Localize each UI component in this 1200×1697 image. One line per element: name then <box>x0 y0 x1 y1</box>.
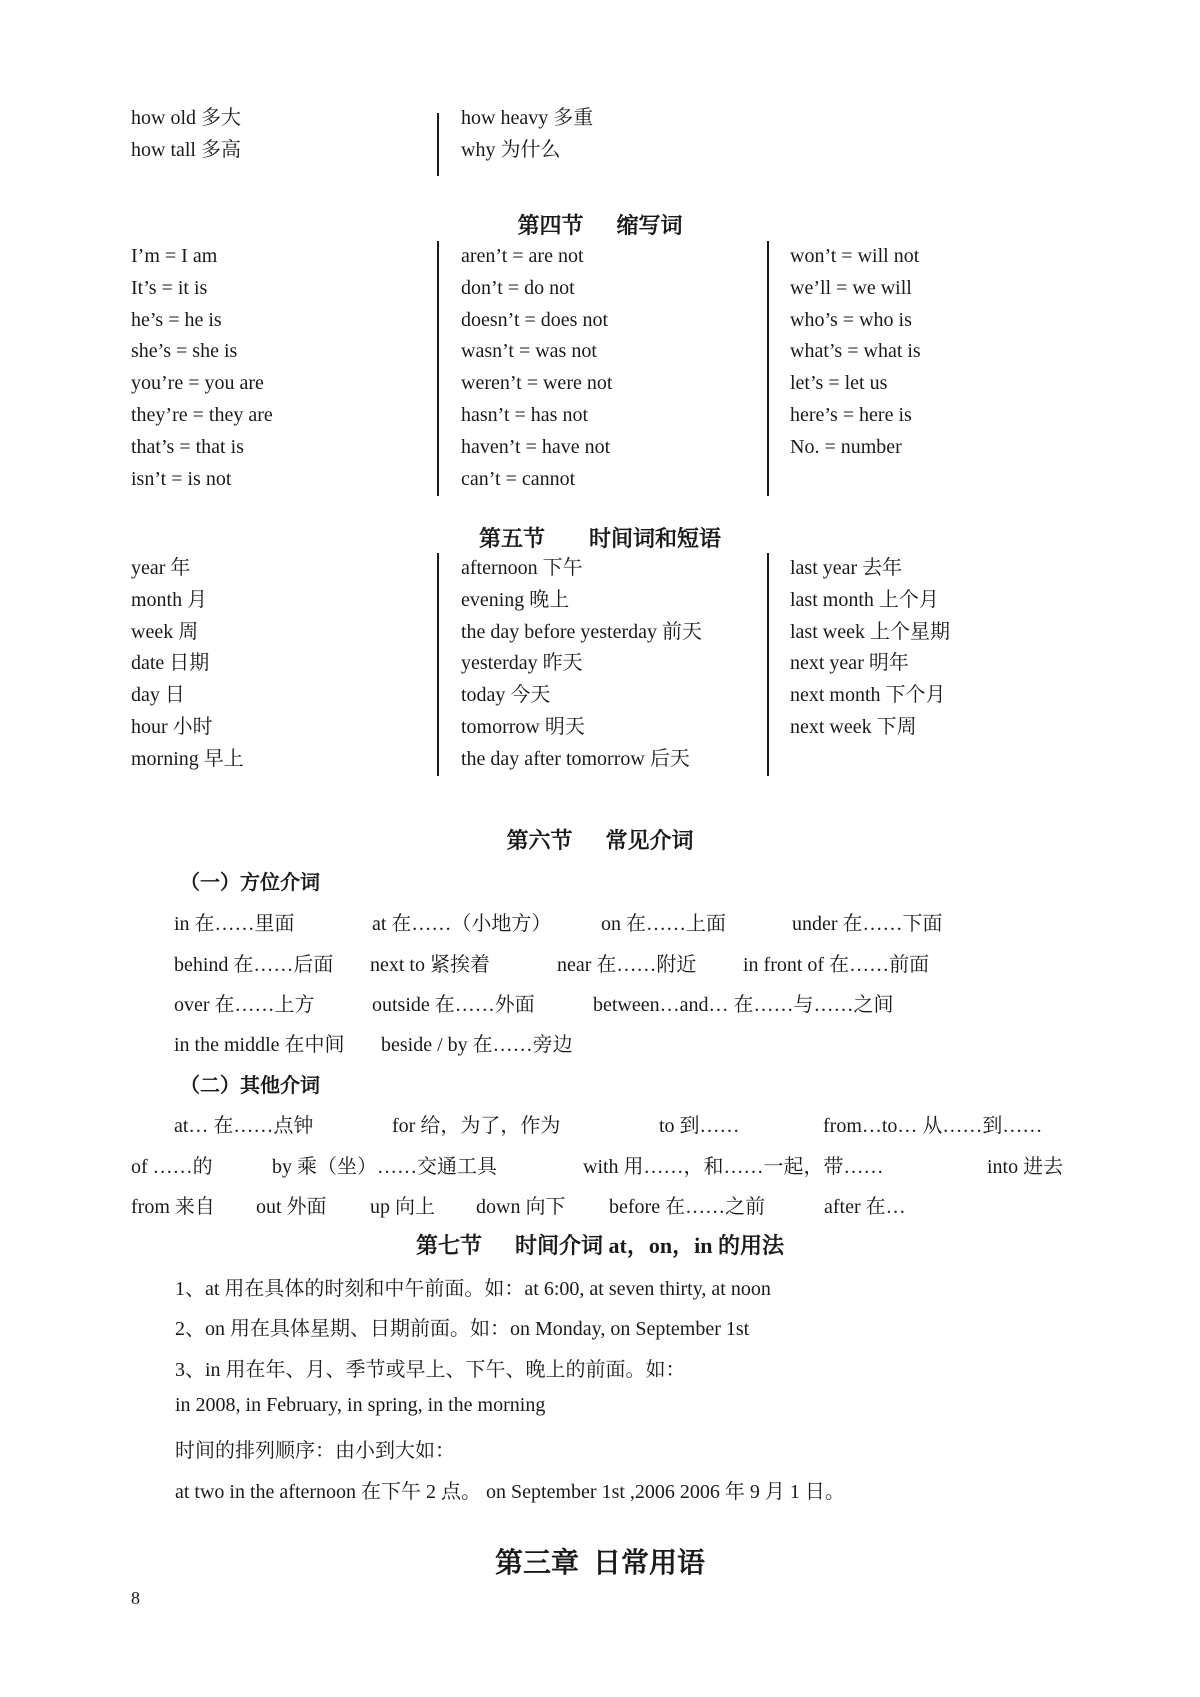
list-item: today 今天 <box>461 684 551 707</box>
list-item: last year 去年 <box>790 557 903 579</box>
list-item: won’t = will not <box>790 245 920 267</box>
prep-item: at… 在……点钟 <box>174 1115 314 1137</box>
prep-item: near 在……附近 <box>557 954 697 976</box>
list-item: can’t = cannot <box>461 467 576 490</box>
list-item: afternoon 下午 <box>461 557 583 579</box>
list-item: hasn’t = has not <box>461 403 589 426</box>
prep-item: between…and… 在……与……之间 <box>593 994 894 1016</box>
list-item: last month 上个月 <box>790 588 939 611</box>
list-item: tomorrow 明天 <box>461 715 585 738</box>
list-item: how heavy 多重 <box>461 107 594 129</box>
column-divider <box>437 113 439 176</box>
list-item: why 为什么 <box>461 138 561 161</box>
prep-item: on 在……上面 <box>601 913 726 935</box>
list-item: the day before yesterday 前天 <box>461 620 703 643</box>
section6-title: 第六节 常见介词 <box>506 828 694 853</box>
section7-title: 第七节 时间介词 at，on，in 的用法 <box>416 1233 784 1258</box>
list-item: how old 多大 <box>131 107 241 129</box>
list-item: they’re = they are <box>131 403 273 426</box>
usage-line: 1、at 用在具体的时刻和中午前面。如：at 6:00, at seven thirty, at noon <box>175 1278 771 1300</box>
prep-row <box>0 907 1200 937</box>
list-item: next week 下周 <box>790 715 917 738</box>
page-number: 8 <box>131 1588 140 1608</box>
list-item: yesterday 昨天 <box>461 652 583 675</box>
usage-line: 2、on 用在具体星期、日期前面。如：on Monday, on September 1st <box>175 1318 750 1340</box>
list-item: I’m = I am <box>131 245 218 267</box>
prep-item: in front of 在……前面 <box>743 954 930 976</box>
prep-item: into 进去 <box>987 1156 1064 1178</box>
list-item: what’s = what is <box>790 340 921 363</box>
list-item: doesn’t = does not <box>461 308 609 331</box>
contractions-col-2 <box>461 241 612 495</box>
prep-row <box>0 1109 1200 1139</box>
list-item: year 年 <box>131 557 191 579</box>
list-item: It’s = it is <box>131 276 208 299</box>
qw-col-1 <box>131 103 241 167</box>
list-item: aren’t = are not <box>461 245 584 267</box>
list-item: date 日期 <box>131 652 210 675</box>
list-item: you’re = you are <box>131 372 264 395</box>
prep-item: with 用……，和……一起，带…… <box>583 1156 884 1178</box>
list-item: evening 晚上 <box>461 588 570 611</box>
prep-item: over 在……上方 <box>174 994 315 1016</box>
list-item: haven’t = have not <box>461 435 611 458</box>
prep-item: under 在……下面 <box>792 913 943 935</box>
list-item: last week 上个星期 <box>790 620 950 643</box>
section6-subheading-locative: （一）方位介词 <box>180 872 320 894</box>
usage-line: at two in the afternoon 在下午 2 点。 on September 1st ,2006 2006 年 9 月 1 日。 <box>175 1481 845 1503</box>
list-item: let’s = let us <box>790 372 888 395</box>
prep-item: from 来自 <box>131 1196 215 1218</box>
list-item: next month 下个月 <box>790 684 946 707</box>
list-item: weren’t = were not <box>461 372 613 395</box>
prep-row <box>0 1150 1200 1180</box>
list-item: hour 小时 <box>131 715 213 738</box>
usage-line: 3、in 用在年、月、季节或早上、下午、晚上的前面。如： <box>175 1359 686 1381</box>
list-item: don’t = do not <box>461 276 575 299</box>
list-item: the day after tomorrow 后天 <box>461 747 690 770</box>
section4-title: 第四节 缩写词 <box>517 213 683 238</box>
contractions-col-3 <box>790 241 921 464</box>
list-item: wasn’t = was not <box>461 340 597 363</box>
list-item: isn’t = is not <box>131 467 232 490</box>
time-col-3 <box>790 553 950 744</box>
prep-item: outside 在……外面 <box>372 994 535 1016</box>
prep-item: behind 在……后面 <box>174 954 334 976</box>
prep-item: out 外面 <box>256 1196 327 1218</box>
column-divider <box>437 241 439 496</box>
list-item: how tall 多高 <box>131 138 241 161</box>
list-item: we’ll = we will <box>790 276 912 299</box>
prep-item: for 给，为了，作为 <box>392 1115 561 1137</box>
time-col-1 <box>131 553 244 776</box>
prep-row <box>0 1028 1200 1058</box>
prep-item: before 在……之前 <box>609 1196 766 1218</box>
list-item: that’s = that is <box>131 435 244 458</box>
column-divider <box>767 241 769 496</box>
list-item: day 日 <box>131 684 185 707</box>
prep-item: in 在……里面 <box>174 913 295 935</box>
prep-row <box>0 948 1200 978</box>
prep-item: beside / by 在……旁边 <box>381 1034 573 1056</box>
list-item: morning 早上 <box>131 747 244 770</box>
prep-item: down 向下 <box>476 1196 566 1218</box>
list-item: week 周 <box>131 620 199 643</box>
column-divider <box>437 553 439 776</box>
prep-item: at 在……（小地方） <box>372 913 552 935</box>
prep-item: up 向上 <box>370 1196 435 1218</box>
prep-row <box>0 1190 1200 1220</box>
prep-item: after 在… <box>824 1196 906 1218</box>
prep-item: of ……的 <box>131 1156 213 1178</box>
time-col-2 <box>461 553 702 776</box>
qw-col-2 <box>461 103 593 167</box>
list-item: here’s = here is <box>790 403 912 426</box>
usage-line: in 2008, in February, in spring, in the morning <box>175 1394 546 1416</box>
usage-line: 时间的排列顺序：由小到大如： <box>175 1440 455 1462</box>
section5-title: 第五节 时间词和短语 <box>478 526 721 551</box>
prep-row <box>0 988 1200 1018</box>
list-item: he’s = he is <box>131 308 222 331</box>
prep-item: by 乘（坐）……交通工具 <box>272 1156 497 1178</box>
list-item: No. = number <box>790 435 902 458</box>
section6-subheading-other: （二）其他介词 <box>180 1075 320 1097</box>
prep-item: in the middle 在中间 <box>174 1034 345 1056</box>
list-item: she’s = she is <box>131 340 238 363</box>
list-item: next year 明年 <box>790 652 909 675</box>
prep-item: next to 紧挨着 <box>370 954 490 976</box>
list-item: month 月 <box>131 588 208 611</box>
contractions-col-1 <box>131 241 273 495</box>
column-divider <box>767 553 769 776</box>
chapter3-title: 第三章 日常用语 <box>494 1548 705 1579</box>
prep-item: to 到…… <box>659 1115 740 1137</box>
list-item: who’s = who is <box>790 308 912 331</box>
prep-item: from…to… 从……到…… <box>823 1115 1043 1137</box>
